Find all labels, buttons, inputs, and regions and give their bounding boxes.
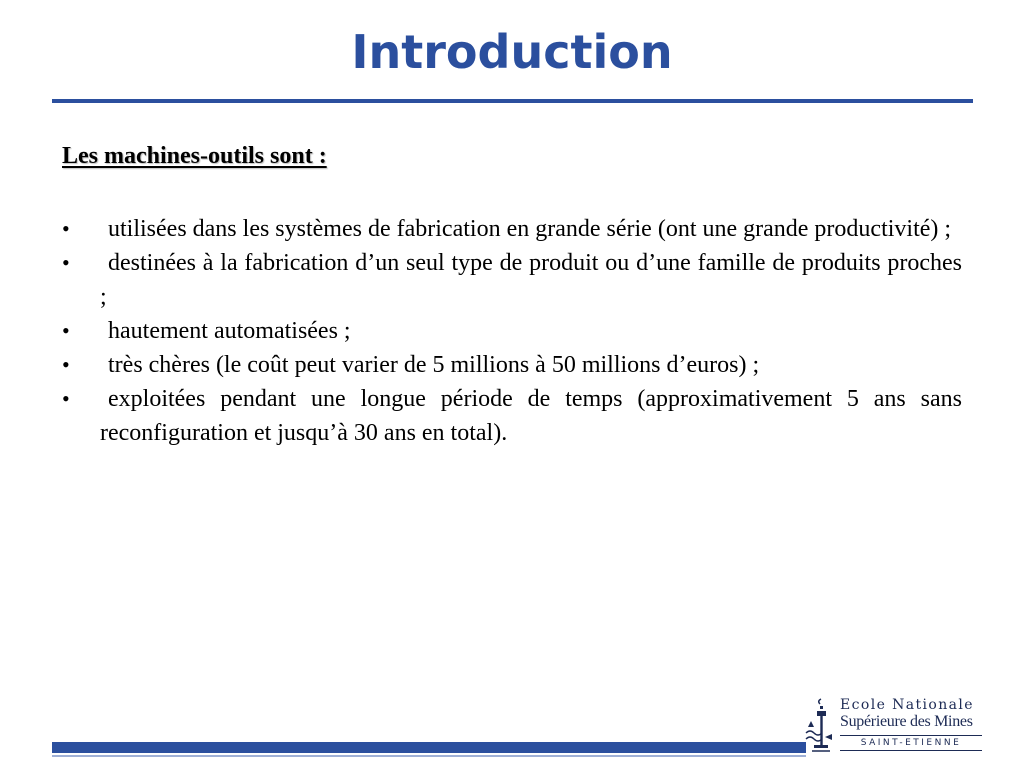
bullet-text: très chères (le coût peut varier de 5 millions à 50 millions d’euros) ; bbox=[108, 352, 760, 378]
bullet-icon: • bbox=[62, 352, 70, 377]
bullet-text: exploitées pendant une longue période de temps (approximativement 5 ans sans reconfiguration et jusqu’à 30 ans en total). bbox=[100, 386, 962, 446]
mines-emblem-icon bbox=[803, 697, 835, 755]
bullet-icon: • bbox=[62, 386, 70, 411]
footer-bar bbox=[52, 742, 806, 753]
title-divider bbox=[52, 99, 973, 103]
bullet-icon: • bbox=[62, 216, 70, 241]
bullet-item bbox=[62, 314, 962, 348]
logo-text-line1: Ecole Nationale bbox=[840, 697, 974, 713]
bullet-item bbox=[62, 382, 962, 450]
section-heading: Les machines-outils sont : bbox=[62, 143, 327, 169]
bullet-item bbox=[62, 212, 962, 246]
school-logo bbox=[803, 697, 985, 755]
slide-title: Introduction bbox=[351, 25, 673, 79]
bullet-text: destinées à la fabrication d’un seul type de produit ou d’une famille de produits proches ; bbox=[100, 250, 962, 310]
bullet-icon: • bbox=[62, 250, 70, 275]
logo-text-line3: SAINT-ETIENNE bbox=[840, 735, 982, 751]
bullet-text: hautement automatisées ; bbox=[108, 318, 351, 344]
footer-bar-accent bbox=[52, 755, 806, 757]
bullet-item bbox=[62, 246, 962, 314]
bullet-text: utilisées dans les systèmes de fabrication en grande série (ont une grande productivité) ; bbox=[108, 216, 952, 242]
bullet-item bbox=[62, 348, 962, 382]
bullet-icon: • bbox=[62, 318, 70, 343]
logo-text-line2: Supérieure des Mines bbox=[840, 713, 973, 730]
bullet-list bbox=[62, 212, 962, 450]
